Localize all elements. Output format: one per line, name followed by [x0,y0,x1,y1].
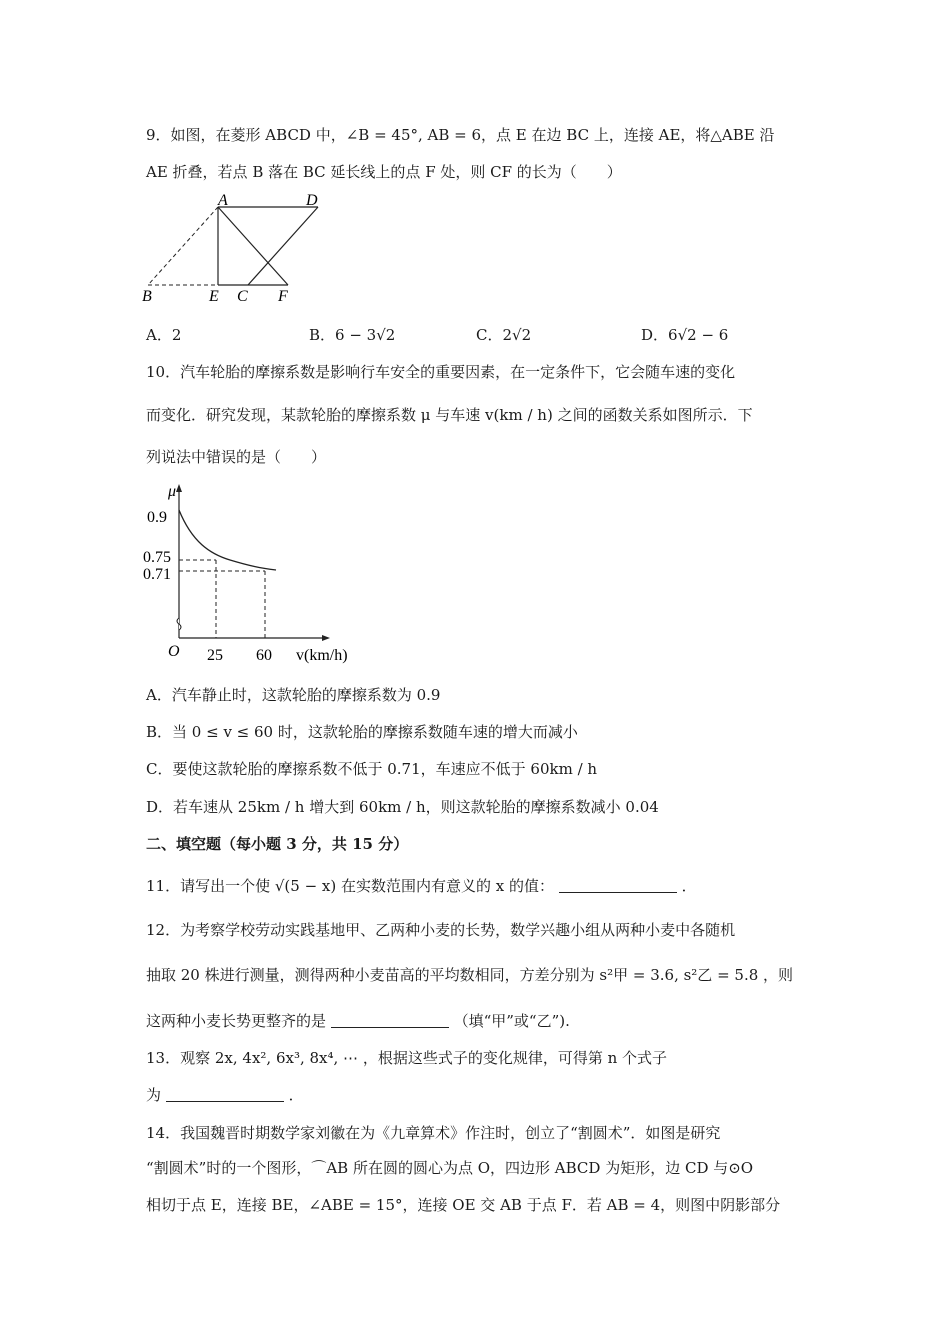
q10-line-2: 而变化．研究发现，某款轮胎的摩擦系数 μ 与车速 v(km / h) 之间的函数关系如图所示．下 [146,406,753,424]
q9-option-b: B．6 − 3√2 [309,326,396,344]
q11-text-after: ． [681,877,697,895]
q10-line-1: 10．汽车轮胎的摩擦系数是影响行车安全的重要因素，在一定条件下，它会随车速的变化 [146,363,736,381]
q12-line-3 [146,1010,570,1032]
q9-rhombus-figure [138,192,318,307]
q14-line-1: 14．我国魏晋时期数学家刘徽在为《九章算术》作注时，创立了“割圆术”．如图是研究 [146,1124,721,1142]
q12-text-before: 这两种小麦长势更整齐的是 [146,1012,327,1030]
q9-line-2: AE 折叠，若点 B 落在 BC 延长线上的点 F 处，则 CF 的长为（ ） [146,163,622,181]
q13-line-2 [146,1084,304,1106]
q9-option-a: A．2 [146,326,182,344]
q10-friction-chart [140,480,370,670]
q11-text-before: 11．请写出一个使 √(5 − x) 在实数范围内有意义的 x 的值： [146,877,554,895]
q9-label-b: B [142,288,152,305]
chart-y-tick-09: 0.9 [147,509,167,526]
q11-line [146,875,697,897]
chart-x-tick-25: 25 [207,647,223,664]
q9-label-c: C [237,288,248,305]
q10-option-a: A．汽车静止时，这款轮胎的摩擦系数为 0.9 [146,686,441,704]
section-heading: 二、填空题（每小题 3 分，共 15 分） [146,835,409,853]
q11-answer-blank[interactable] [559,876,677,893]
q9-dashed-ab [148,207,218,285]
q9-segment-af [218,207,288,285]
chart-y-label: μ [168,483,177,500]
q13-text-before: 为 [146,1086,162,1104]
q13-answer-blank[interactable] [166,1085,284,1102]
chart-axis-break [177,618,181,630]
chart-y-tick-075: 0.75 [143,549,171,566]
q10-option-d: D．若车速从 25km / h 增大到 60km / h，则这款轮胎的摩擦系数减小 0.04 [146,798,659,816]
chart-x-tick-60: 60 [256,647,272,664]
q12-line-2: 抽取 20 株进行测量，测得两种小麦苗高的平均数相同，方差分别为 s²甲 = 3.6, s²乙 = 5.8 ，则 [146,966,794,984]
q10-line-3: 列说法中错误的是（ ） [146,448,327,466]
q9-label-a: A [218,192,228,209]
q13-text-after: ． [288,1086,304,1104]
q9-line-1: 9．如图，在菱形 ABCD 中，∠B = 45°, AB = 6，点 E 在边 BC 上，连接 AE，将△ABE 沿 [146,126,775,144]
q9-option-d: D．6√2 − 6 [641,326,729,344]
q12-text-after: （填“甲”或“乙”). [453,1012,570,1030]
q12-answer-blank[interactable] [331,1011,449,1028]
chart-x-label: v(km/h) [296,647,348,664]
q9-side-dc [248,207,318,285]
chart-y-tick-071: 0.71 [143,566,171,583]
chart-y-axis-arrow [176,484,182,492]
q14-line-2: “割圆术”时的一个图形，⌒AB 所在圆的圆心为点 O，四边形 ABCD 为矩形，边 CD 与⊙O [146,1159,754,1177]
chart-curve [179,510,276,570]
q12-line-1: 12．为考察学校劳动实践基地甲、乙两种小麦的长势，数学兴趣小组从两种小麦中各随机 [146,921,736,939]
chart-x-axis-arrow [322,635,330,641]
q10-option-b: B．当 0 ≤ v ≤ 60 时，这款轮胎的摩擦系数随车速的增大而减小 [146,723,578,741]
q14-line-3: 相切于点 E，连接 BE，∠ABE = 15°，连接 OE 交 AB 于点 F．若 AB = 4，则图中阴影部分 [146,1196,781,1214]
q9-label-d: D [306,192,318,209]
chart-origin-label: O [168,643,180,660]
q9-label-f: F [278,288,288,305]
q9-option-c: C．2√2 [476,326,532,344]
q9-label-e: E [209,288,219,305]
q10-option-c: C．要使这款轮胎的摩擦系数不低于 0.71，车速应不低于 60km / h [146,760,598,778]
q13-line-1: 13．观察 2x, 4x², 6x³, 8x⁴, ⋯ ，根据这些式子的变化规律，可得第 n 个式子 [146,1049,668,1067]
